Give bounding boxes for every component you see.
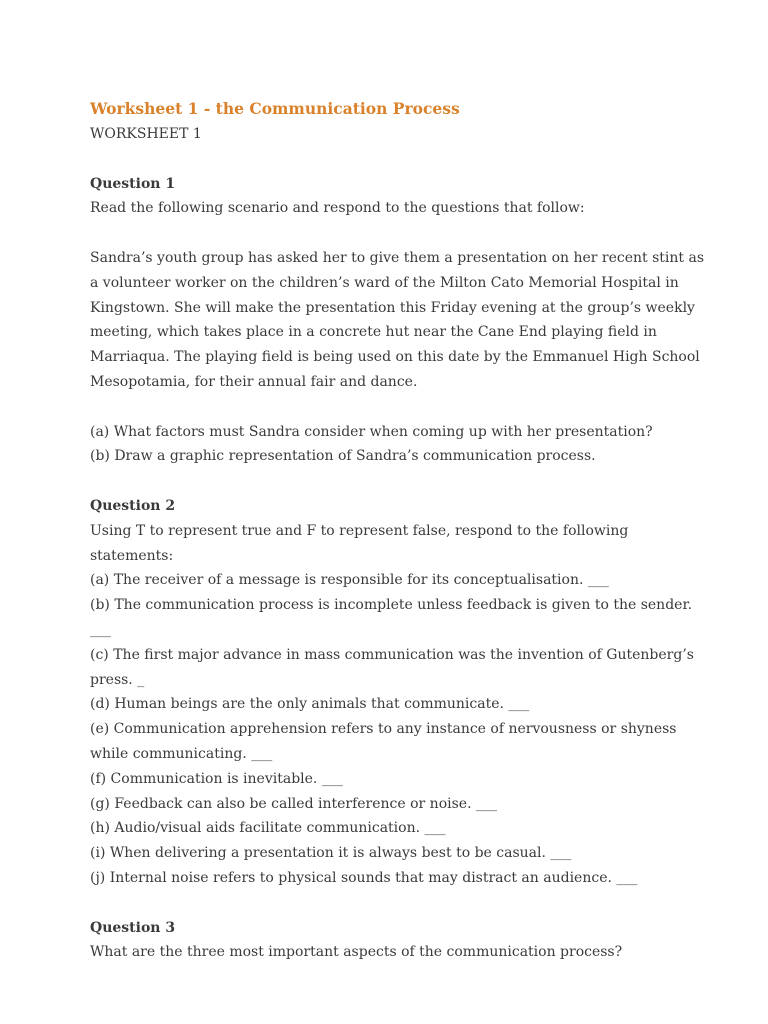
question-2-heading: Question 2 — [90, 497, 176, 514]
question-2-intro: Using T to represent true and F to represent false, respond to the following statements: — [90, 522, 629, 564]
question-1-item-b: (b) Draw a graphic representation of Sandra’s communication process. — [90, 448, 596, 465]
question-2-item-g: (g) Feedback can also be called interference or noise. ___ — [90, 795, 497, 812]
question-2-item-b: (b) The communication process is incomplete unless feedback is given to the sender. ___ — [90, 597, 693, 638]
question-1-scenario: Sandra’s youth group has asked her to give them a presentation on her recent stint as a volunteer worker on the children’s ward of the Milton Cato Memorial Hospital in Kingstown. She will make the presentation this Friday evening at the group’s weekly meeting, which takes place in a concrete hut near the Cane End playing field in Marriaqua. The playing field is being used on this date by the Emmanuel High School Mesopotamia, for their annual fair and dance. — [90, 249, 705, 390]
spacer — [90, 891, 710, 916]
question-2-item-i: (i) When delivering a presentation it is always best to be casual. ___ — [90, 845, 572, 862]
spacer — [90, 147, 710, 172]
question-2-item-c: (c) The first major advance in mass communication was the invention of Gutenberg’s press. _ — [90, 646, 694, 688]
page-subtitle: WORKSHEET 1 — [90, 126, 202, 142]
question-2-item-d: (d) Human beings are the only animals that communicate. ___ — [90, 696, 530, 713]
question-2-item-j: (j) Internal noise refers to physical sounds that may distract an audience. ___ — [90, 869, 638, 886]
question-3 — [90, 916, 710, 966]
question-2-item-e: (e) Communication apprehension refers to any instance of nervousness or shyness while communicating. ___ — [90, 721, 677, 762]
spacer — [90, 469, 710, 494]
question-1-intro: Read the following scenario and respond to the questions that follow: — [90, 200, 585, 217]
question-2-item-f: (f) Communication is inevitable. ___ — [90, 770, 343, 787]
spacer — [90, 221, 710, 246]
question-2-item-h: (h) Audio/visual aids facilitate communication. ___ — [90, 820, 446, 837]
question-1-item-a: (a) What factors must Sandra consider when coming up with her presentation? — [90, 423, 653, 440]
question-2-item-a: (a) The receiver of a message is responsible for its conceptualisation. ___ — [90, 572, 609, 589]
spacer — [90, 395, 710, 420]
page-title: Worksheet 1 - the Communication Process — [90, 99, 460, 118]
question-1-heading: Question 1 — [90, 175, 176, 192]
question-3-text: What are the three most important aspects of the communication process? — [90, 944, 623, 961]
question-2 — [90, 494, 710, 891]
question-1 — [90, 172, 710, 470]
worksheet-page — [90, 96, 710, 965]
question-3-heading: Question 3 — [90, 919, 176, 936]
